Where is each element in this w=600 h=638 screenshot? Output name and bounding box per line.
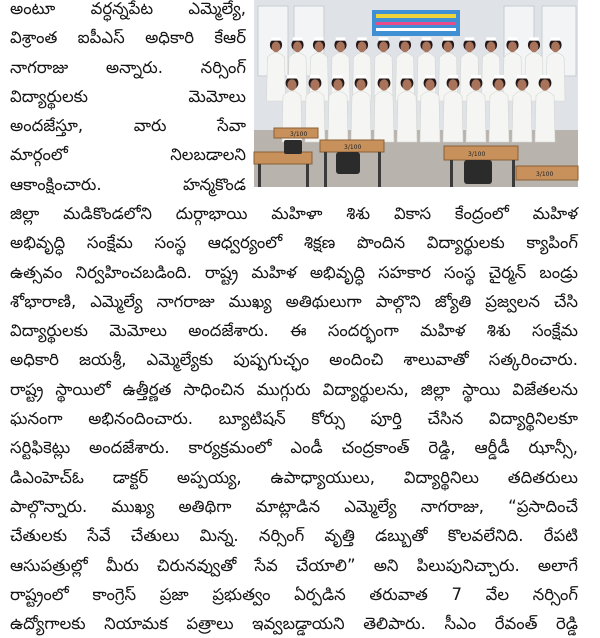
article-line: ఉద్యోగాలకు నియామక పత్రాలు ఇవ్వబడ్డాయని తెలిపారు. సీఎం రేవంత్ రెడ్డి: [10, 614, 578, 634]
article-line: సర్టిఫికెట్లు అందజేశారు. కార్యక్రమంలో ఎండీ చంద్రకాంత్ రెడ్డి, ఆర్డీడీ ఝాన్సీ,: [10, 438, 578, 458]
article-line: ఆకాంక్షించారు. హన్మకొండ: [10, 174, 246, 194]
article-line: మార్గంలో నిలబడాలని: [10, 145, 246, 165]
article-line: విశ్రాంత ఐపీఎస్ అధికారి కేఆర్: [10, 28, 246, 48]
article-line: అందజేస్తూ, వారు సేవా: [10, 116, 246, 136]
article-line: విద్యార్థులకు మెమోలు అందజేశారు. ఈ సందర్భంగా మహిళ శిశు సంక్షేమ: [10, 321, 578, 341]
article-intro-column: [10, 0, 246, 199]
article-line: ఉత్సవం నిర్వహించబడింది. రాష్ట్ర మహిళ అభివృద్ధి సహకార సంస్థ చైర్మన్ బండ్రు: [10, 262, 578, 282]
article-line: విద్యార్థులకు మెమోలు: [10, 86, 246, 106]
article-body: [10, 199, 578, 638]
article-line: ఘనంగా అభినందించారు. బ్యూటిషన్ కోర్సు పూర్తి చేసిన విద్యార్థినిలకూ: [10, 409, 578, 429]
article-line: డిఎంహెచ్ఓ డాక్టర్ అప్పయ్య, ఉపాధ్యాయులు, విద్యార్థినిలు తదితరులు: [10, 467, 578, 487]
group-photo: [254, 0, 578, 187]
article-line: అధికారి జయశ్రీ, ఎమ్మెల్యేకు పుష్పగుచ్ఛం అందించి శాలువాతో సత్కరించారు.: [10, 350, 578, 370]
article-line: జిల్లా మడికొండలోని దుర్గాభాయి మహిళా శిశు వికాస కేంద్రంలో మహిళ: [10, 204, 578, 223]
desk-label: 3/100: [536, 171, 554, 178]
article-line: అభివృద్ధి సంక్షేమ సంస్థ ఆధ్వర్యంలో శిక్షణ పొందిన విద్యార్థులకు క్యాపింగ్: [10, 233, 578, 253]
article-line: నాగరాజు అన్నారు. నర్సింగ్: [10, 57, 246, 77]
desk-label: 3/100: [290, 131, 308, 138]
article-line: రాష్ట్ర స్థాయిలో ఉత్తీర్ణత సాధించిన ముగ్గురు విద్యార్థులను, జిల్లా స్థాయి విజేతలను: [10, 379, 578, 399]
article-line: అంటూ వర్ధన్నపేట ఎమ్మెల్యే,: [10, 0, 246, 18]
article-line: రాష్ట్రంలో కాంగ్రెస్ ప్రజా ప్రభుత్వం ఏర్పడిన తరువాత 7 వేల నర్సింగ్: [10, 584, 578, 604]
article-line: ఆసుపత్రుల్లో మీరు చిరునవ్వుతో సేవ చేయాలి” అని పిలుపునిచ్చారు. అలాగే: [10, 555, 578, 575]
desk-label: 3/100: [344, 144, 362, 151]
desk-label: 3/100: [468, 151, 486, 158]
article-line: చేతులకు సేవే చేతులు మిన్న. నర్సింగ్ వృత్తి డబ్బుతో కొలవలేనిది. రేపటి: [10, 526, 578, 546]
article-line: శోభారాణి, ఎమ్మెల్యే నాగరాజు ముఖ్య అతిథులుగా పాల్గొని జ్యోతి ప్రజ్వలన చేసి: [10, 291, 578, 311]
article-line: పాల్గొన్నారు. ముఖ్య అతిథిగా మాట్లాడిన ఎమ్మెల్యే నాగరాజు, “ప్రసాదించే: [10, 496, 578, 516]
